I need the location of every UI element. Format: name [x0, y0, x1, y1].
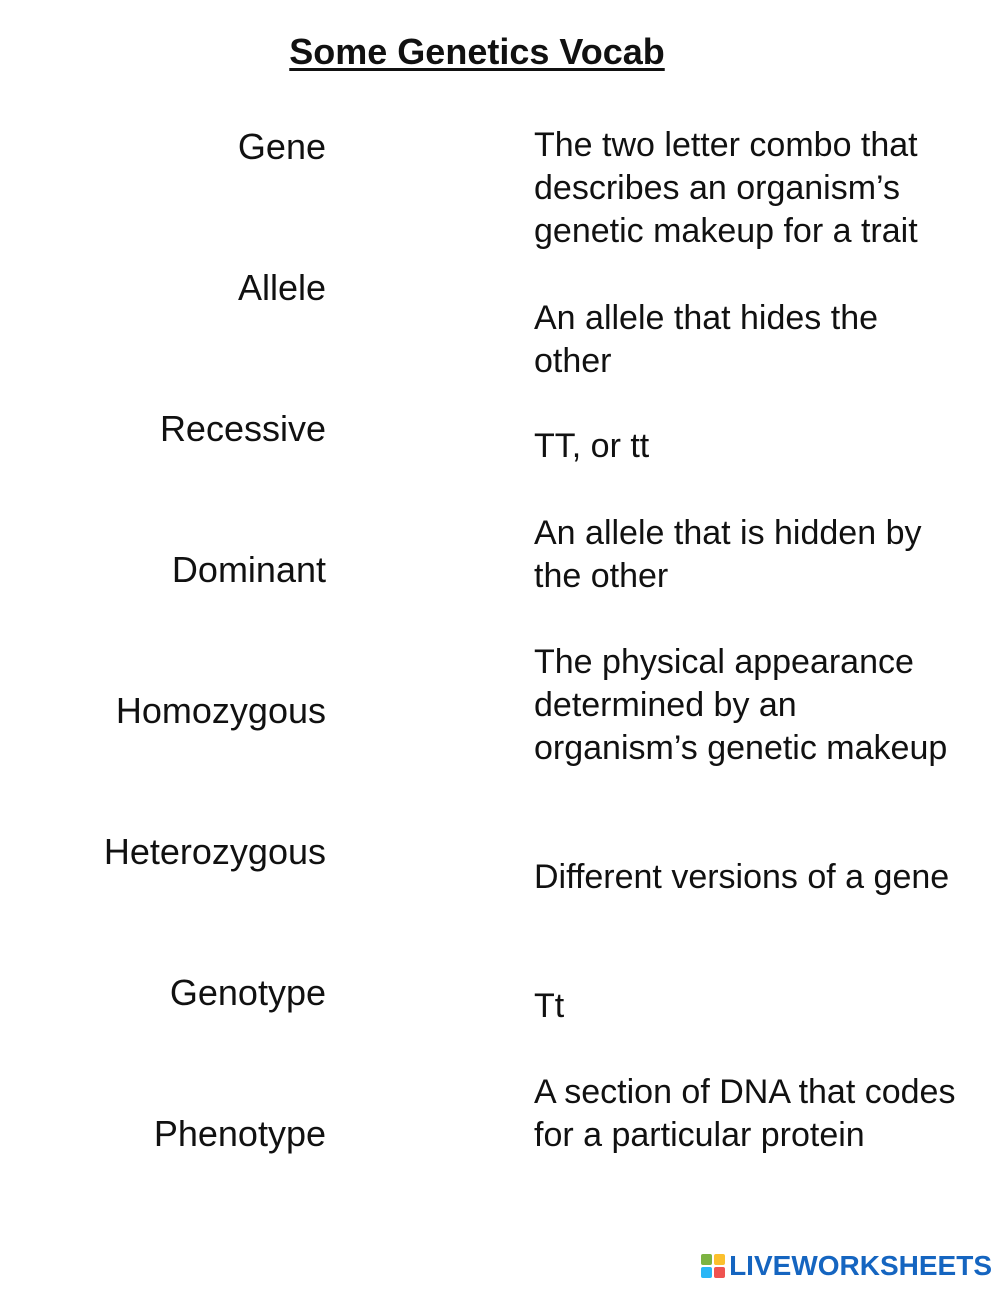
term-allele[interactable]: Allele — [237, 267, 326, 308]
term-dominant[interactable]: Dominant — [171, 549, 326, 590]
logo-square-4 — [714, 1267, 725, 1278]
term-recessive[interactable]: Recessive — [159, 408, 326, 449]
definition-2[interactable]: An allele that hides the other — [534, 299, 879, 380]
definition-8[interactable]: A section of DNA that codes for a particular protein — [534, 1073, 956, 1154]
logo-square-3 — [701, 1267, 712, 1278]
definition-1[interactable]: The two letter combo that describes an organism’s genetic makeup for a trait — [534, 126, 918, 250]
term-phenotype[interactable]: Phenotype — [153, 1113, 326, 1154]
liveworksheets-logo-icon — [701, 1254, 725, 1278]
definition-5[interactable]: The physical appearance determined by an organism’s genetic makeup — [534, 643, 948, 767]
logo-square-1 — [701, 1254, 712, 1265]
term-genotype[interactable]: Genotype — [169, 972, 326, 1013]
definition-6[interactable]: Different versions of a gene — [534, 858, 950, 896]
term-homozygous[interactable]: Homozygous — [115, 690, 326, 731]
definition-7[interactable]: Tt — [534, 987, 565, 1025]
term-gene[interactable]: Gene — [237, 126, 326, 167]
definition-4[interactable]: An allele that is hidden by the other — [534, 514, 922, 595]
definition-3[interactable]: TT, or tt — [534, 427, 650, 465]
page-title: Some Genetics Vocab — [289, 31, 665, 72]
brand-name: LIVEWORKSHEETS — [729, 1250, 992, 1281]
liveworksheets-brand — [701, 1249, 992, 1283]
logo-square-2 — [714, 1254, 725, 1265]
term-heterozygous[interactable]: Heterozygous — [103, 831, 326, 872]
